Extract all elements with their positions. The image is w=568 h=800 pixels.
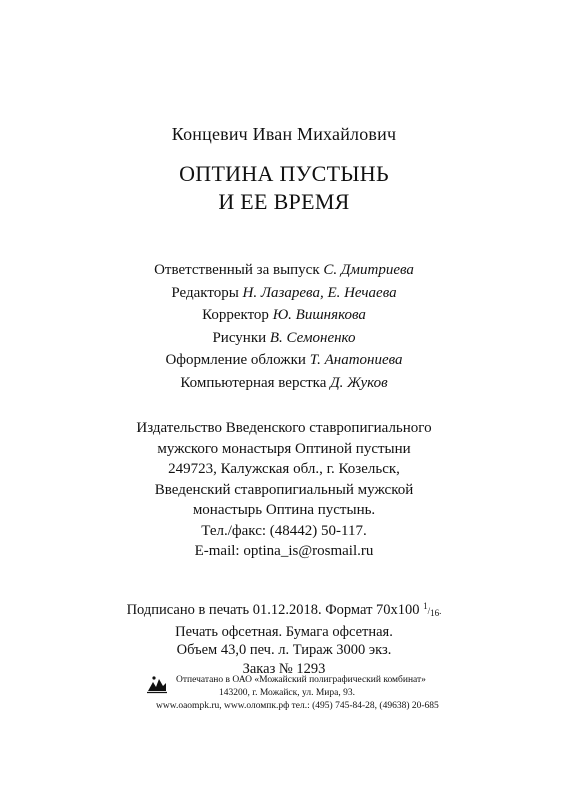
printer-address: 143200, г. Можайск, ул. Мира, 93. xyxy=(219,688,355,698)
publisher-name-line: мужского монастыря Оптиной пустыни xyxy=(157,440,411,457)
format-numerator: 1 xyxy=(423,601,428,611)
title-line-1: ОПТИНА ПУСТЫНЬ xyxy=(179,161,389,186)
imprint-signed-text: Подписано в печать 01.12.2018. Формат 70x100 xyxy=(126,602,420,618)
publisher-address-line: 249723, Калужская обл., г. Козельск, xyxy=(168,461,400,477)
credit-role: Ответственный за выпуск xyxy=(154,262,320,278)
publisher-phone: Тел./факс: (48442) 50-117. xyxy=(201,522,367,539)
credit-line xyxy=(0,282,568,305)
format-fraction: $^1/_{16}$. xyxy=(423,601,442,618)
credit-person: В. Семоненко xyxy=(269,329,356,346)
title-line-2: И ЕЕ ВРЕМЯ xyxy=(218,189,350,214)
credit-person: Т. Анатониева xyxy=(309,352,403,368)
credit-line xyxy=(0,327,568,350)
imprint-volume-run: Объем 43,0 печ. л. Тираж 3000 экз. xyxy=(176,642,392,658)
credit-person: Н. Лазарева, Е. Нечаева xyxy=(242,284,397,301)
book-title xyxy=(0,160,568,216)
format-denominator: 16 xyxy=(430,608,440,618)
printer-name: Отпечатано в ОАО «Можайский полиграфический комбинат» xyxy=(176,675,426,685)
imprint-signed-format xyxy=(0,597,568,623)
credit-person: Ю. Вишнякова xyxy=(272,307,366,323)
credit-role: Редакторы xyxy=(171,284,239,301)
credit-line xyxy=(0,349,568,372)
credit-person: Д. Жуков xyxy=(330,374,388,391)
credit-role: Компьютерная верстка xyxy=(180,374,327,391)
publisher-address-line: Введенский ставропигиальный мужской xyxy=(154,481,414,498)
imprint-info xyxy=(0,597,568,678)
printer-contacts: www.oaompk.ru, www.оломпк.рф тел.: (495) 745-84-28, (49638) 20-685 xyxy=(156,701,439,711)
credits-block xyxy=(0,259,568,394)
credit-role: Оформление обложки xyxy=(165,352,306,368)
credit-person: С. Дмитриева xyxy=(323,262,414,278)
publisher-name-line: Издательство Введенского ставропигиального xyxy=(136,420,432,436)
imprint-print-paper: Печать офсетная. Бумага офсетная. xyxy=(175,623,393,640)
credit-role: Корректор xyxy=(202,307,269,323)
imprint-order-number: Заказ № 1293 xyxy=(242,660,326,677)
author-name: Концевич Иван Михайлович xyxy=(171,124,397,144)
credit-line xyxy=(0,372,568,395)
credit-role: Рисунки xyxy=(212,329,267,346)
publisher-email: E-mail: optina_is@rosmail.ru xyxy=(194,543,374,559)
publisher-address-line: монастырь Оптина пустынь. xyxy=(192,502,376,518)
credit-line xyxy=(0,259,568,282)
publisher-info xyxy=(0,418,568,562)
credit-line xyxy=(0,304,568,327)
